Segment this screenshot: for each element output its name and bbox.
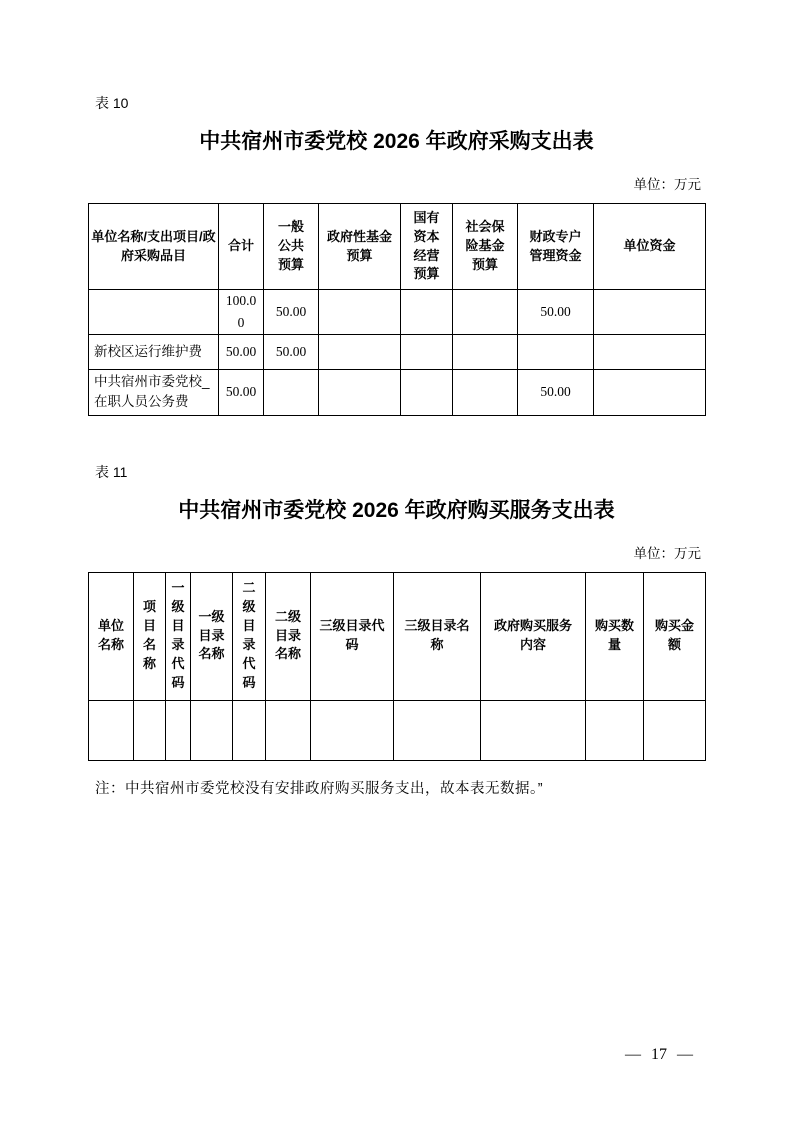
cell-social-insurance-budget [453, 335, 518, 370]
cell-name: 新校区运行维护费 [89, 335, 219, 370]
column-header-gov-fund-budget: 政府性基金预算 [319, 204, 401, 290]
column-header-unit-funds: 单位资金 [594, 204, 706, 290]
page-number: — 17 — [625, 1046, 693, 1063]
column-header-level3-name: 三级目录名称 [394, 572, 481, 700]
column-header-purchase-quantity: 购买数量 [586, 572, 644, 700]
cell-level1-code [166, 700, 191, 760]
column-header-level3-code: 三级目录代码 [311, 572, 394, 700]
cell-state-capital-budget [401, 370, 453, 416]
cell-fiscal-account-funds: 50.00 [518, 290, 594, 335]
column-header-state-capital-budget: 国有资本经营预算 [401, 204, 453, 290]
cell-level3-code [311, 700, 394, 760]
cell-general-budget [264, 370, 319, 416]
column-header-level1-name: 一级目录名称 [191, 572, 233, 700]
column-header-service-content: 政府购买服务内容 [481, 572, 586, 700]
table-row-official-expense [89, 370, 706, 416]
page-content [88, 0, 705, 798]
table11-unit: 单位：万元 [633, 545, 701, 561]
table11-label: 表 11 [95, 463, 128, 480]
cell-purchase-quantity [586, 700, 644, 760]
cell-state-capital-budget [401, 335, 453, 370]
table11-note: 注：中共宿州市委党校没有安排政府购买服务支出，故本表无数据。” [95, 780, 544, 797]
cell-level2-name [266, 700, 311, 760]
cell-project-name [134, 700, 166, 760]
cell-name [89, 290, 219, 335]
cell-name: 中共宿州市委党校_在职人员公务费 [89, 370, 219, 416]
column-header-level1-code: 一级目录代码 [166, 572, 191, 700]
cell-fiscal-account-funds [518, 335, 594, 370]
cell-gov-fund-budget [319, 290, 401, 335]
table11-title: 中共宿州市委党校 2026 年政府购买服务支出表 [178, 498, 615, 522]
cell-state-capital-budget [401, 290, 453, 335]
cell-social-insurance-budget [453, 370, 518, 416]
table-row-total [89, 290, 706, 335]
cell-unit-funds [594, 335, 706, 370]
cell-service-content [481, 700, 586, 760]
column-header-general-budget: 一般公共预算 [264, 204, 319, 290]
table10-header-row [89, 204, 706, 290]
column-header-purchase-amount: 购买金额 [644, 572, 706, 700]
cell-general-budget: 50.00 [264, 290, 319, 335]
cell-fiscal-account-funds: 50.00 [518, 370, 594, 416]
cell-level3-name [394, 700, 481, 760]
column-header-fiscal-account-funds: 财政专户管理资金 [518, 204, 594, 290]
cell-general-budget: 50.00 [264, 335, 319, 370]
cell-level1-name [191, 700, 233, 760]
cell-unit-funds [594, 370, 706, 416]
procurement-expenditure-table [88, 203, 706, 416]
column-header-unit-name: 单位名称 [89, 572, 134, 700]
cell-total: 50.00 [219, 335, 264, 370]
cell-unit-name [89, 700, 134, 760]
cell-gov-fund-budget [319, 335, 401, 370]
table10-title: 中共宿州市委党校 2026 年政府采购支出表 [199, 130, 594, 153]
cell-purchase-amount [644, 700, 706, 760]
cell-level2-code [233, 700, 266, 760]
table10-unit: 单位：万元 [633, 177, 701, 192]
cell-unit-funds [594, 290, 706, 335]
table-row-maintenance-fee [89, 335, 706, 370]
cell-gov-fund-budget [319, 370, 401, 416]
column-header-social-insurance-budget: 社会保险基金预算 [453, 204, 518, 290]
column-header-level2-name: 二级目录名称 [266, 572, 311, 700]
cell-total: 50.00 [219, 370, 264, 416]
table11-header-row [89, 572, 706, 700]
table10-label: 表 10 [95, 95, 129, 111]
column-header-level2-code: 二级目录代码 [233, 572, 266, 700]
column-header-unit-item: 单位名称/支出项目/政府采购品目 [89, 204, 219, 290]
column-header-total: 合计 [219, 204, 264, 290]
column-header-project-name: 项目名称 [134, 572, 166, 700]
cell-social-insurance-budget [453, 290, 518, 335]
table-row-empty [89, 700, 706, 760]
cell-total: 100.00 [219, 290, 264, 335]
purchased-services-table [88, 572, 706, 761]
